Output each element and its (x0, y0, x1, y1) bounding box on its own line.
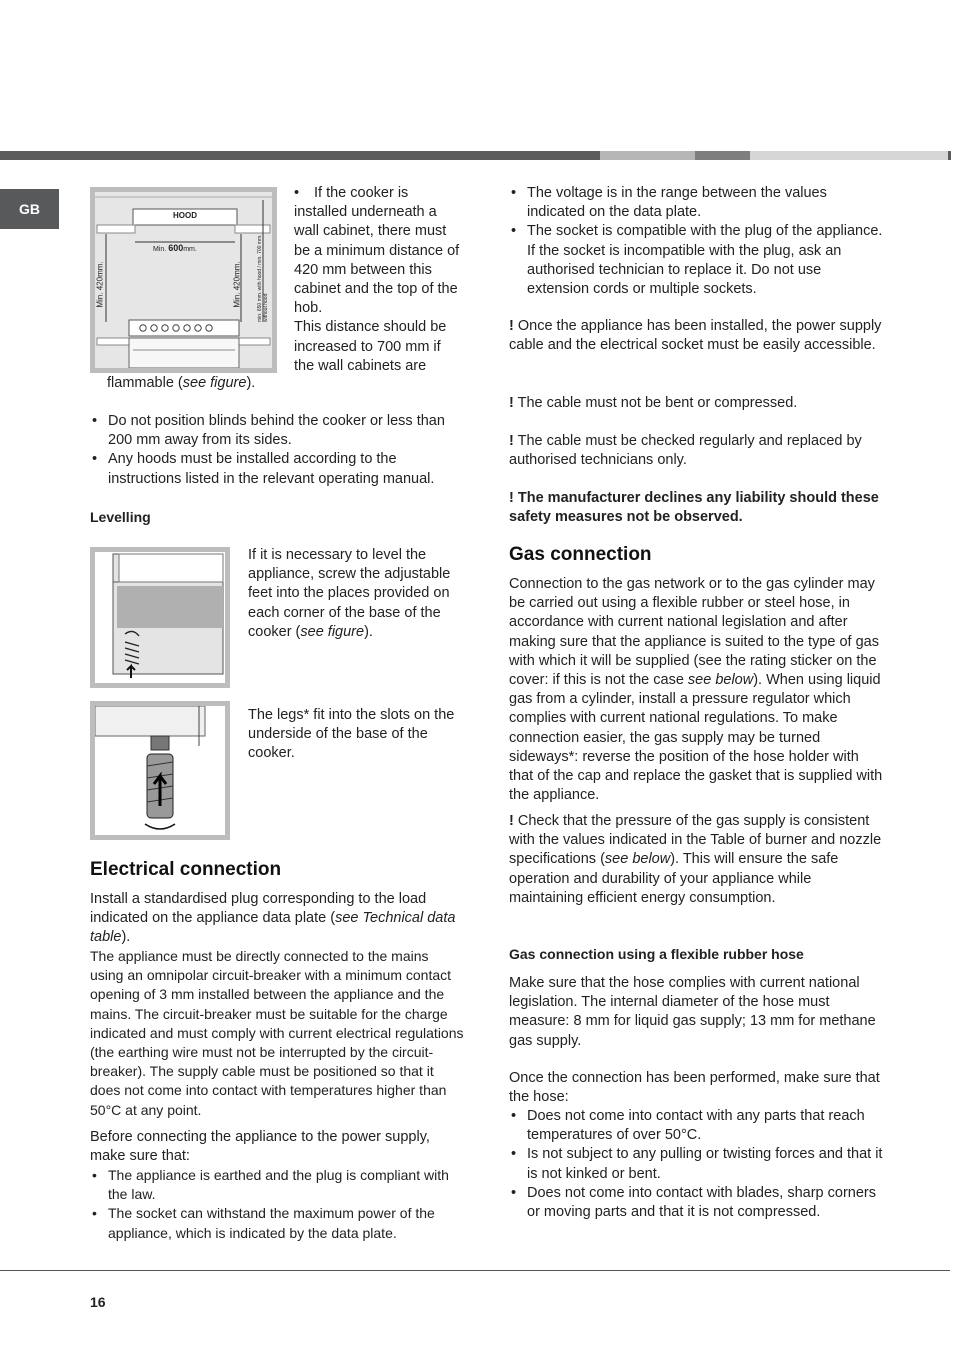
levelling-heading: Levelling (90, 509, 151, 525)
gas-warning: ! Check that the pressure of the gas supply is consistent with the values indicated in the Table of burner and nozzle specifications (see below). This will ensure the safe operation and durability of your appliance while maintaining efficient energy consumption. (509, 813, 882, 906)
list-item: • Do not position blinds behind the cooker or less than 200 mm away from its sides. (90, 412, 465, 450)
intro-continuation: This distance should be increased to 700 mm if the wall cabinets are (294, 319, 447, 374)
list-item: • Does not come into contact with any parts that reach temperatures of over 50°C. (509, 1107, 883, 1145)
hose-heading: Gas connection using a flexible rubber hose (509, 946, 804, 962)
page-number: 16 (90, 1294, 106, 1310)
hood-label: HOOD (173, 211, 197, 220)
language-tab: GB (0, 189, 59, 229)
intro-bullet: • If the cooker is installed underneath a wall cabinet, there must be a minimum distance of 420 mm between this cabinet and the top of the hob. (294, 185, 460, 317)
levelling-text: If it is necessary to level the appliance, screw the adjustable feet into the places provided on each corner of the base of the cooker (see figure). (248, 547, 451, 640)
intro-tail: flammable (see figure). (107, 375, 256, 391)
warning-liability: ! The manufacturer declines any liability should these safety measures not be observed. (509, 490, 879, 526)
list-item: • Any hoods must be installed according to the instructions listed in the relevant operating manual. (90, 450, 465, 488)
electrical-para-1: Install a standardised plug corresponding to the load indicated on the appliance data plate (see Technical data table). (90, 891, 456, 946)
hose-para-2: Once the connection has been performed, make sure that the hose: (509, 1070, 880, 1106)
voltage-socket-list (509, 184, 883, 299)
list-item: • The voltage is in the range between the values indicated on the data plate. (509, 184, 883, 222)
list-item: • Does not come into contact with blades, sharp corners or moving parts and that it is not compressed. (509, 1184, 883, 1222)
legs-drawing (95, 706, 225, 835)
blinds-hood-list (90, 412, 465, 489)
gas-heading: Gas connection (509, 544, 652, 565)
warning-cable-checked: ! The cable must be checked regularly and replaced by authorised technicians only. (509, 433, 862, 469)
warning-mark: ! (509, 395, 514, 411)
warning-cable-bent: ! The cable must not be bent or compressed. (509, 395, 798, 411)
electrical-para-3: Before connecting the appliance to the power supply, make sure that: (90, 1129, 430, 1165)
header-bar-light (600, 151, 695, 160)
gas-para-1: Connection to the gas network or to the gas cylinder may be carried out using a flexible rubber or steel hose, in accordance with current national legislation and after making sure that the appliance is suited to the type of gas with which it will be supplied (see the rating sticker on the cover: if this is not the case see below). When using liquid gas from a cylinder, install a pressure regulator which complies with current national regulations. To make connection easier, the gas supply may be turned sideways*: reverse the position of the hose holder with that of the cap and replace the gasket that is supplied with the appliance. (509, 576, 883, 804)
header-bar-dark (0, 151, 600, 160)
levelling-figure (90, 547, 230, 688)
legs-figure (90, 701, 230, 840)
left-420-label: Min. 420mm. (95, 261, 105, 308)
electrical-list (90, 1166, 465, 1243)
footer-rule (0, 1270, 950, 1271)
right-420-label: Min. 420mm. (232, 261, 242, 308)
header-bar-end (948, 151, 951, 160)
header-bar-mid (695, 151, 750, 160)
levelling-drawing (95, 552, 225, 683)
min-600-label: Min. 600mm. (153, 243, 197, 253)
hose-para-1: Make sure that the hose complies with current national legislation. The internal diameter of the hose must measure: 8 mm for liquid gas supply; 13 mm for methane gas supply. (509, 975, 876, 1049)
legs-text: The legs* fit into the slots on the underside of the base of the cooker. (248, 707, 455, 762)
warning-mark: ! (509, 433, 514, 449)
list-item: • The socket can withstand the maximum power of the appliance, which is indicated by the data plate. (90, 1204, 465, 1242)
hood-clearance-figure (90, 187, 277, 373)
warning-mark: ! (509, 318, 514, 334)
warning-mark: ! (509, 490, 514, 506)
hood-height-note: min. 650 mm. with hood / min. 700 mm. without hood (257, 234, 269, 322)
list-item: • The socket is compatible with the plug of the appliance. If the socket is incompatible with the plug, ask an authorised technician to replace it. Do not use extension cords or multiple sockets. (509, 222, 883, 299)
electrical-para-2: The appliance must be directly connected to the mains using an omnipolar circuit-breaker with a minimum contact opening of 3 mm installed between the appliance and the mains. The circuit-breaker must be suitable for the charge indicated and must comply with current electrical regulations (the earthing wire must not be interrupted by the circuit-breaker). The supply cable must be positioned so that it does not come into contact with temperatures higher than 50°C at any point. (90, 948, 464, 1118)
warning-accessible: ! Once the appliance has been installed, the power supply cable and the electrical socket must be easily accessible. (509, 318, 882, 354)
list-item: • Is not subject to any pulling or twisting forces and that it is not kinked or bent. (509, 1145, 883, 1183)
hose-list (509, 1107, 883, 1222)
intro-text (294, 184, 464, 376)
warning-mark: ! (509, 813, 514, 829)
header-bar-pale (750, 151, 948, 160)
list-item: • The appliance is earthed and the plug is compliant with the law. (90, 1166, 465, 1204)
electrical-heading: Electrical connection (90, 859, 282, 880)
